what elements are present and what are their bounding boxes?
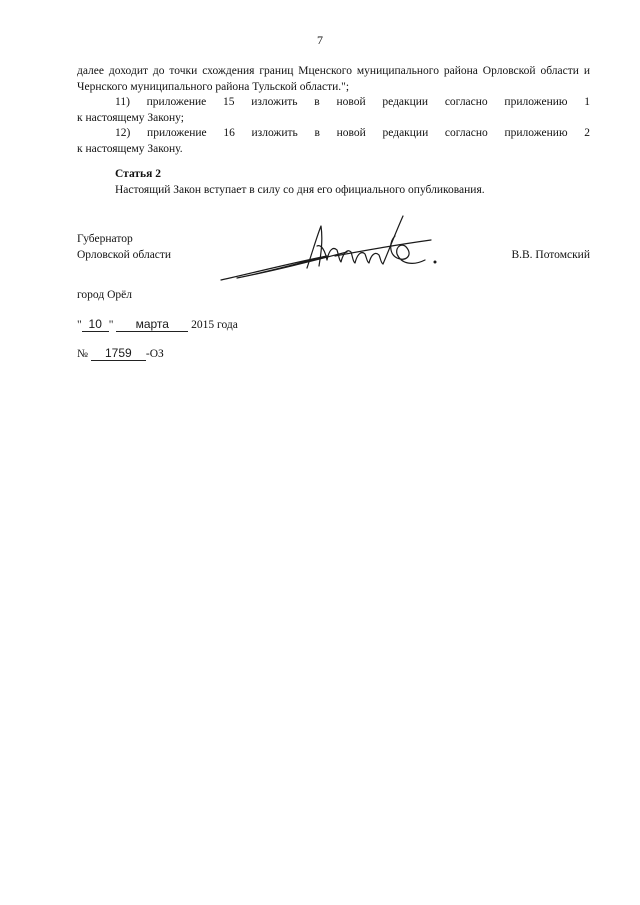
signatory-title-line-2: Орловской области (77, 248, 172, 261)
law-number-suffix: -ОЗ (145, 348, 164, 360)
article-2-title: Статья 2 (115, 168, 161, 180)
date-quote-close: " (108, 319, 114, 331)
signatory-title (77, 232, 171, 263)
paragraph-boundary-description: далее доходит до точки схождения границ Мценского муниципального района Орловской области и Чернского муниципального района Тульской области."; (77, 65, 590, 93)
date-quote-open: " (77, 319, 82, 331)
signature-block (77, 232, 590, 292)
item-12-line-2: к настоящему Закону. (77, 142, 183, 155)
law-number-prefix: № (77, 348, 88, 360)
article-2-text: Настоящий Закон вступает в силу со дня его официального опубликования. (115, 183, 485, 196)
signing-date (77, 318, 238, 333)
page-number: 7 (317, 33, 323, 47)
item-12-line-1: 12) приложение 16 изложить в новой редакции согласно приложению 2 (115, 127, 590, 139)
article-2 (77, 167, 590, 198)
date-month: марта (116, 318, 188, 332)
body-text (77, 64, 590, 157)
law-number (77, 347, 164, 362)
date-day: 10 (82, 318, 109, 332)
item-11-line-1: 11) приложение 15 изложить в новой редакции согласно приложению 1 (115, 96, 590, 108)
item-11-line-2: к настоящему Закону; (77, 111, 184, 124)
place-of-signing: город Орёл (77, 289, 132, 301)
law-number-value: 1759 (91, 347, 146, 361)
signatory-name: В.В. Потомский (511, 249, 590, 261)
signatory-title-line-1: Губернатор (77, 233, 133, 245)
date-year: 2015 года (191, 319, 238, 331)
handwritten-signature (217, 206, 457, 286)
